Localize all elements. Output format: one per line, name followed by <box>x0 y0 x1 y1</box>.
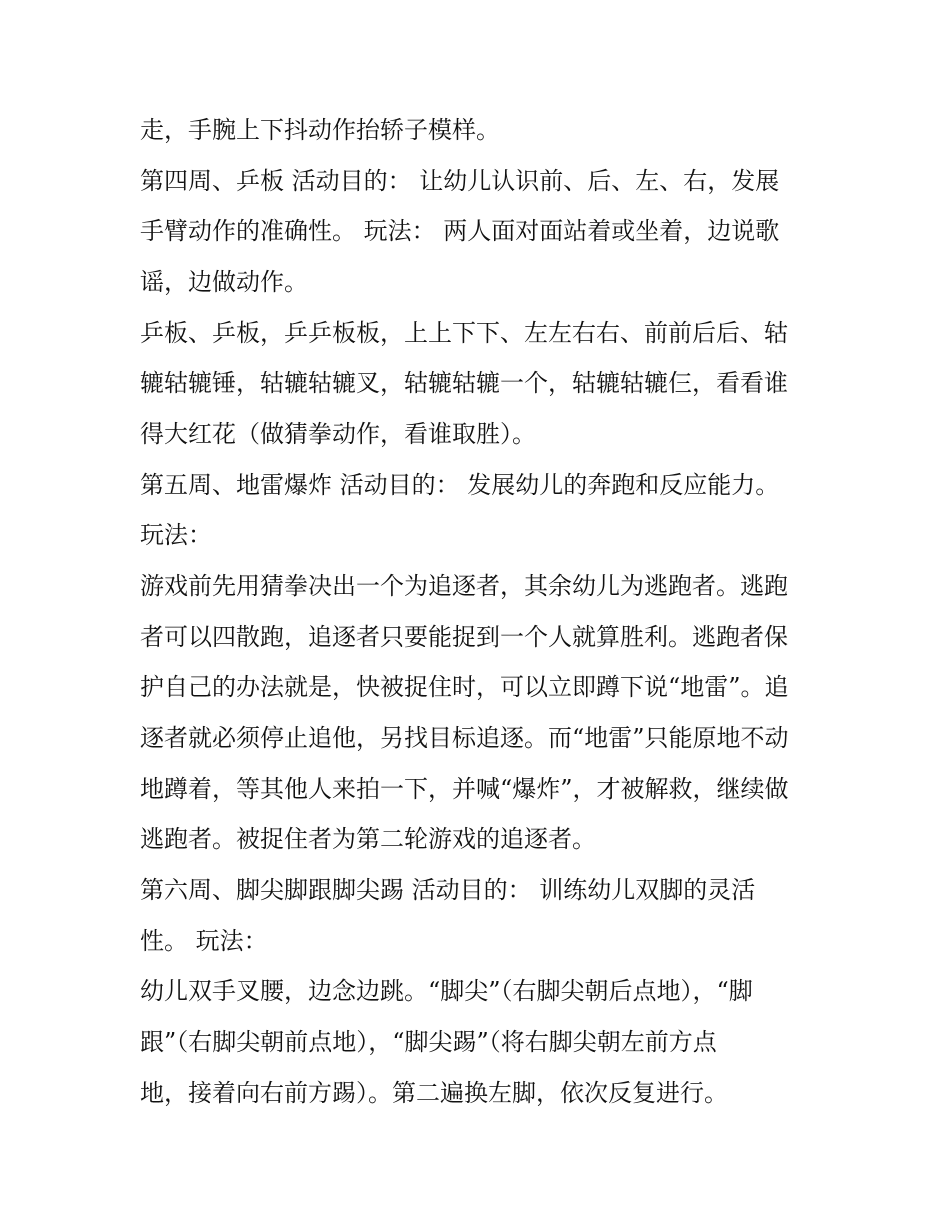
text-line: 走，手腕上下抖动作抬轿子模样。 <box>140 116 500 144</box>
text-line: 逃跑者。被捉住者为第二轮游戏的追逐者。 <box>140 825 596 853</box>
text-line: 幼儿双手叉腰，边念边跳。“脚尖”（右脚尖朝后点地），“脚 <box>140 977 753 1005</box>
text-line: 谣，边做动作。 <box>140 268 308 296</box>
text-line: 地蹲着，等其他人来拍一下，并喊“爆炸”，才被解救，继续做 <box>140 775 789 803</box>
text-line: 游戏前先用猜拳决出一个为追逐者，其余幼儿为逃跑者。逃跑 <box>140 572 788 600</box>
text-line: 辘轱辘锤，轱辘轱辘叉，轱辘轱辘一个，轱辘轱辘仨，看看谁 <box>140 369 788 397</box>
text-line: 第五周、地雷爆炸 活动目的： 发展幼儿的奔跑和反应能力。 <box>140 471 780 499</box>
text-line: 护自己的办法就是，快被捉住时，可以立即蹲下说“地雷”。追 <box>140 673 789 701</box>
text-line: 者可以四散跑，追逐者只要能捉到一个人就算胜利。逃跑者保 <box>140 623 788 651</box>
text-line: 得大红花（做猜拳动作，看谁取胜）。 <box>140 420 536 448</box>
text-line: 逐者就必须停止追他，另找目标追逐。而“地雷”只能原地不动 <box>140 724 789 752</box>
text-line: 跟”（右脚尖朝前点地），“脚尖踢”（将右脚尖朝左前方点 <box>140 1028 717 1056</box>
text-line: 玩法： <box>140 521 212 549</box>
text-line: 第六周、脚尖脚跟脚尖踢 活动目的： 训练幼儿双脚的灵活 <box>140 876 756 904</box>
text-line: 第四周、乒板 活动目的： 让幼儿认识前、后、左、右，发展 <box>140 167 780 195</box>
text-line: 手臂动作的准确性。 玩法： 两人面对面站着或坐着，边说歌 <box>140 217 780 245</box>
text-line: 地，接着向右前方踢）。第二遍换左脚，依次反复进行。 <box>140 1079 728 1107</box>
text-line: 性。 玩法： <box>140 927 268 955</box>
text-line: 乒板、乒板，乒乒板板，上上下下、左左右右、前前后后、轱 <box>140 319 788 347</box>
